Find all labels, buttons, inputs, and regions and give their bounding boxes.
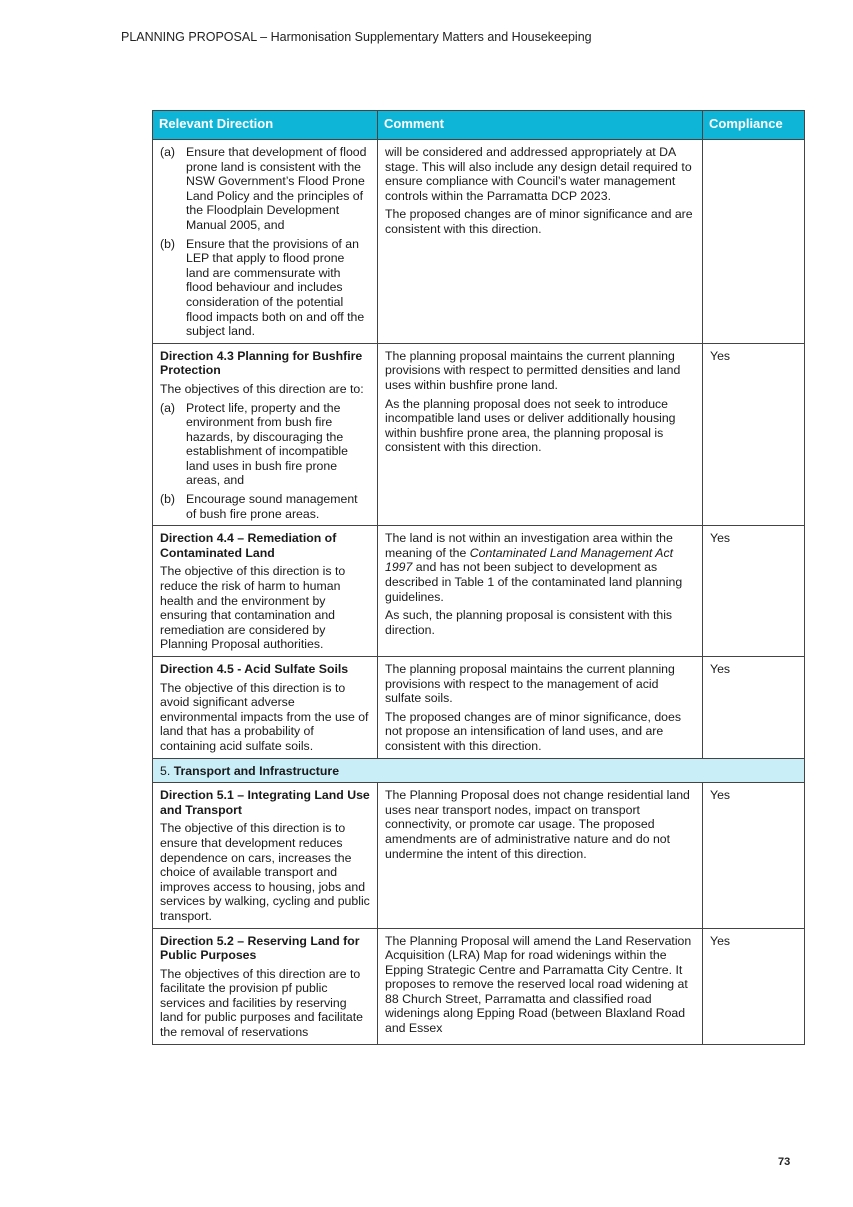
directions-table (152, 110, 805, 1045)
direction-title: Direction 4.4 – Remediation of Contaminated Land (160, 531, 337, 560)
direction-cell (153, 343, 378, 526)
comment-paragraph: The proposed changes are of minor significance and are consistent with this direction. (385, 207, 693, 236)
direction-cell (153, 783, 378, 928)
direction-cell (153, 526, 378, 657)
comment-cell (378, 783, 703, 928)
comment-cell (378, 526, 703, 657)
direction-title: Direction 5.2 – Reserving Land for Public Purposes (160, 933, 360, 963)
direction-objective: The objective of this direction is to ensure that development reduces dependence on cars, increases the choice of available transport and improves access to housing, jobs and services by walking, cycling and public transport. (160, 821, 370, 923)
direction-cell (153, 928, 378, 1044)
direction-title: Direction 4.3 Planning for Bushfire Protection (160, 348, 363, 378)
column-header-relevant-direction: Relevant Direction (153, 111, 378, 140)
comment-paragraph: As the planning proposal does not seek to introduce incompatible land uses or deliver additionally housing within bushfire prone area, the planning proposal is consistent with this direction. (385, 396, 676, 455)
compliance-cell (703, 140, 805, 344)
table-row-4-1-continued (153, 140, 805, 344)
table-row-direction-5-2 (153, 928, 805, 1044)
list-item: (a) Ensure that development of flood prone land is consistent with the NSW Government’s Flood Prone Land Policy and the principles of the Floodplain Development Manual 2005, and (160, 145, 367, 232)
act-name: Contaminated Land Management Act 1997 (385, 545, 674, 575)
compliance-cell: Yes (703, 928, 805, 1044)
list-item: (b) Encourage sound management of bush fire prone areas. (160, 492, 358, 521)
table-row-direction-4-5 (153, 657, 805, 759)
list-item: (b) Ensure that the provisions of an LEP that apply to flood prone land are commensurate with flood behaviour and includes consideration of the potential flood impacts both on and off the subject land. (160, 236, 365, 339)
comment-cell (378, 928, 703, 1044)
direction-objective: The objectives of this direction are to facilitate the provision pf public services and facilities by reserving land for public purposes and facilitate the removal of reservations (160, 966, 364, 1040)
comment-cell (378, 343, 703, 526)
running-header: PLANNING PROPOSAL – Harmonisation Supplementary Matters and Housekeeping (121, 30, 592, 44)
direction-cell (153, 140, 378, 344)
compliance-cell: Yes (703, 657, 805, 759)
compliance-cell: Yes (703, 526, 805, 657)
page-number: 73 (778, 1156, 791, 1168)
comment-cell (378, 140, 703, 344)
comment-paragraph: The land is not within an investigation area within the meaning of the Contaminated Land Management Act 1997 and has not been subject to development as described in Table 1 of the contaminated land planning guidelines. (385, 531, 683, 604)
comment-paragraph: The planning proposal maintains the current planning provisions with respect to the management of acid sulfate soils. (385, 662, 675, 706)
list-item: (a) Protect life, property and the environment from bush fire hazards, by discouraging the establishment of incompatible land uses in bush fire prone areas, and (160, 400, 348, 488)
direction-title: Direction 5.1 – Integrating Land Use and Transport (160, 788, 370, 817)
comment-paragraph: will be considered and addressed appropriately at DA stage. This will also include any design detail required to ensure compliance with Council’s water management controls within the Parramatta DCP 2023. (385, 145, 692, 203)
direction-objective: The objective of this direction is to avoid significant adverse environmental impacts from the use of land that has a probability of containing acid sulfate soils. (160, 680, 369, 753)
table-row-direction-4-4 (153, 526, 805, 657)
direction-title: Direction 4.5 - Acid Sulfate Soils (160, 662, 349, 676)
direction-objective: The objective of this direction is to reduce the risk of harm to human health and the environment by ensuring that contamination and remediation are considered by Planning Proposal authorities. (160, 564, 346, 652)
table-header-row (153, 111, 805, 140)
column-header-compliance: Compliance (703, 111, 805, 140)
comment-paragraph: As such, the planning proposal is consistent with this direction. (385, 608, 673, 637)
section-header-row (153, 758, 805, 783)
compliance-cell: Yes (703, 783, 805, 928)
table-row-direction-5-1 (153, 783, 805, 928)
section-heading: 5. Transport and Infrastructure (153, 758, 805, 783)
comment-paragraph: The planning proposal maintains the current planning provisions with respect to permitted densities and land uses within bushfire prone land. (385, 348, 681, 392)
comment-paragraph: The Planning Proposal does not change residential land uses near transport nodes, impact on transport connectivity, or promote car usage. The proposed amendments are of administrative nature and do not undermine the intent of this direction. (385, 788, 690, 861)
column-header-comment: Comment (378, 111, 703, 140)
table-row-direction-4-3 (153, 343, 805, 526)
compliance-cell: Yes (703, 343, 805, 526)
direction-cell (153, 657, 378, 759)
comment-paragraph: The Planning Proposal will amend the Land Reservation Acquisition (LRA) Map for road widenings within the Epping Strategic Centre and Parramatta City Centre. It proposes to remove the reserved local road widening at 88 Church Street, Parramatta and classified road widenings along Epping Road (between Blaxland Road and Essex (385, 933, 692, 1036)
direction-intro: The objectives of this direction are to: (160, 381, 364, 396)
comment-paragraph: The proposed changes are of minor significance, does not propose an intensification of land uses, and are consistent with this direction. (385, 709, 681, 753)
comment-cell (378, 657, 703, 759)
